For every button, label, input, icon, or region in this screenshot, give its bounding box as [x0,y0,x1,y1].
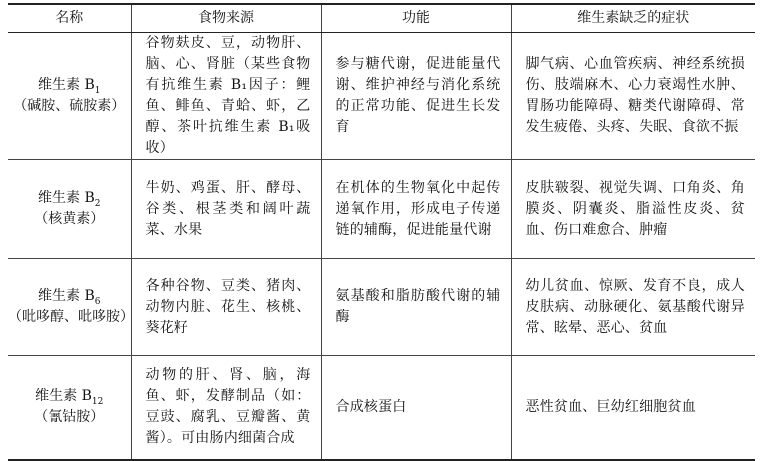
vitamin-alias: （核黄素） [34,211,105,227]
vitamin-name-cell [8,259,134,356]
vitamin-name: 维生素 $B_2$ [38,190,101,209]
header-symptoms: 维生素缺乏的症状 [511,4,755,33]
function-cell: 氨基酸和脂肪酸代谢的辅酶 [321,259,511,356]
symptoms-cell: 脚气病、心血管疾病、神经系统损伤、肢端麻木、心力衰竭性水肿、胃肠功能障碍、糖类代谢障碍、常发生疲倦、头疼、失眠、食欲不振 [511,33,755,160]
vitamin-alias: （氰钴胺） [34,409,105,426]
food-source-cell: 谷物麸皮、豆，动物肝、脑、心、肾脏（某些食物有抗维生素 B₁因子：鲤鱼、鲱鱼、青蛤、虾，乙醇、茶叶抗维生素 B₁吸收） [131,33,321,160]
vitamin-name: 维生素 $B_6$ [38,288,101,307]
vitamin-name: 维生素 $B_{12}$ [35,388,104,408]
symptoms-cell: 皮肤皲裂、视觉失调、口角炎、角膜炎、阴囊炎、脂溢性皮炎、贫血、伤口难愈合、肿瘤 [511,160,755,259]
header-function: 功能 [321,4,511,33]
food-source-cell: 各种谷物、豆类、猪肉、动物内脏、花生、核桃、葵花籽 [131,259,321,356]
vitamin-alias: （吡哆醇、吡哆胺） [8,309,134,325]
function-cell: 参与糖代谢，促进能量代谢、维护神经与消化系统的正常功能、促进生长发育 [321,33,511,160]
food-source-cell: 动物的肝、肾、脑，海鱼、虾，发酵制品（如：豆豉、腐乳、豆瓣酱、黄酱）。可由肠内细菌合成 [131,356,321,460]
function-cell: 在机体的生物氧化中起传递氧作用，形成电子传递链的辅酶，促进能量代谢 [321,160,511,259]
vitamin-name: 维生素 $B_1$ [38,77,101,96]
header-row [8,4,755,33]
vitamin-table [8,3,755,461]
vitamin-name-cell [8,33,131,160]
vitamin-name-cell [8,160,131,259]
table-row [8,259,755,356]
symptoms-cell: 恶性贫血、巨幼红细胞贫血 [511,356,755,460]
table-row [8,33,755,160]
table-row [8,160,755,259]
table-row [8,356,755,460]
symptoms-cell: 幼儿贫血、惊厥、发育不良，成人皮肤病、动脉硬化、氨基酸代谢异常、眩晕、恶心、贫血 [511,259,755,356]
function-cell: 合成核蛋白 [321,356,511,460]
vitamin-name-cell [8,356,131,460]
header-source: 食物来源 [131,4,321,33]
header-name: 名称 [8,4,131,33]
food-source-cell: 牛奶、鸡蛋、肝、酵母、谷类、根茎类和阔叶蔬菜、水果 [131,160,321,259]
vitamin-alias: （碱胺、硫胺素） [13,98,126,114]
